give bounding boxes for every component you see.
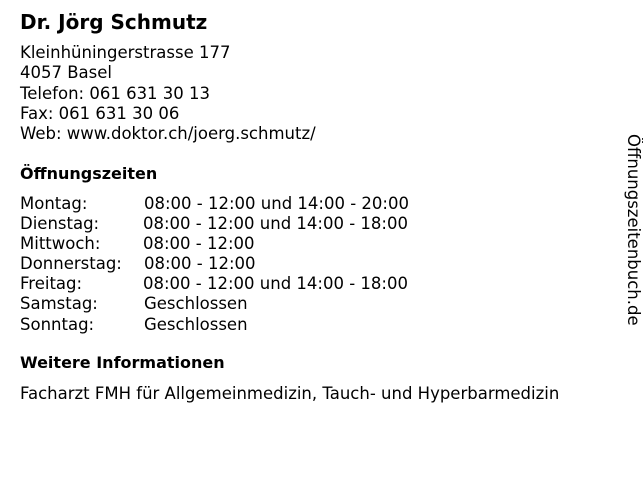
opening-hours-heading: Öffnungszeiten: [20, 164, 158, 183]
day-label: Mittwoch:: [20, 234, 101, 254]
more-info-heading: Weitere Informationen: [20, 353, 225, 372]
day-label: Samstag:: [20, 294, 98, 314]
day-label: Sonntag:: [20, 314, 95, 334]
time-value: 08:00 - 12:00 und 14:00 - 18:00: [143, 274, 408, 294]
day-label: Donnerstag:: [20, 254, 122, 274]
time-value: 08:00 - 12:00: [143, 234, 255, 254]
day-label: Freitag:: [20, 274, 83, 294]
day-label: Montag:: [20, 194, 88, 213]
site-watermark: Öffnungszeitenbuch.de: [624, 134, 643, 326]
fax-number: Fax: 061 631 30 06: [20, 103, 180, 123]
time-value: 08:00 - 12:00 und 14:00 - 20:00: [144, 194, 409, 213]
website: Web: www.doktor.ch/joerg.schmutz/: [20, 124, 316, 144]
city-postal-code: 4057 Basel: [20, 63, 112, 83]
day-label: Dienstag:: [20, 214, 100, 234]
page-title: Dr. Jörg Schmutz: [20, 10, 208, 34]
more-info-text: Facharzt FMH für Allgemeinmedizin, Tauch- und Hyperbarmedizin: [20, 384, 560, 403]
address-block: [20, 43, 316, 144]
time-value: Geschlossen: [144, 314, 248, 334]
phone-number: Telefon: 061 631 30 13: [20, 83, 211, 103]
time-value: 08:00 - 12:00: [144, 254, 256, 274]
street-address: Kleinhüningerstrasse 177: [20, 43, 231, 62]
time-value: 08:00 - 12:00 und 14:00 - 18:00: [143, 214, 408, 234]
time-value: Geschlossen: [144, 294, 248, 314]
